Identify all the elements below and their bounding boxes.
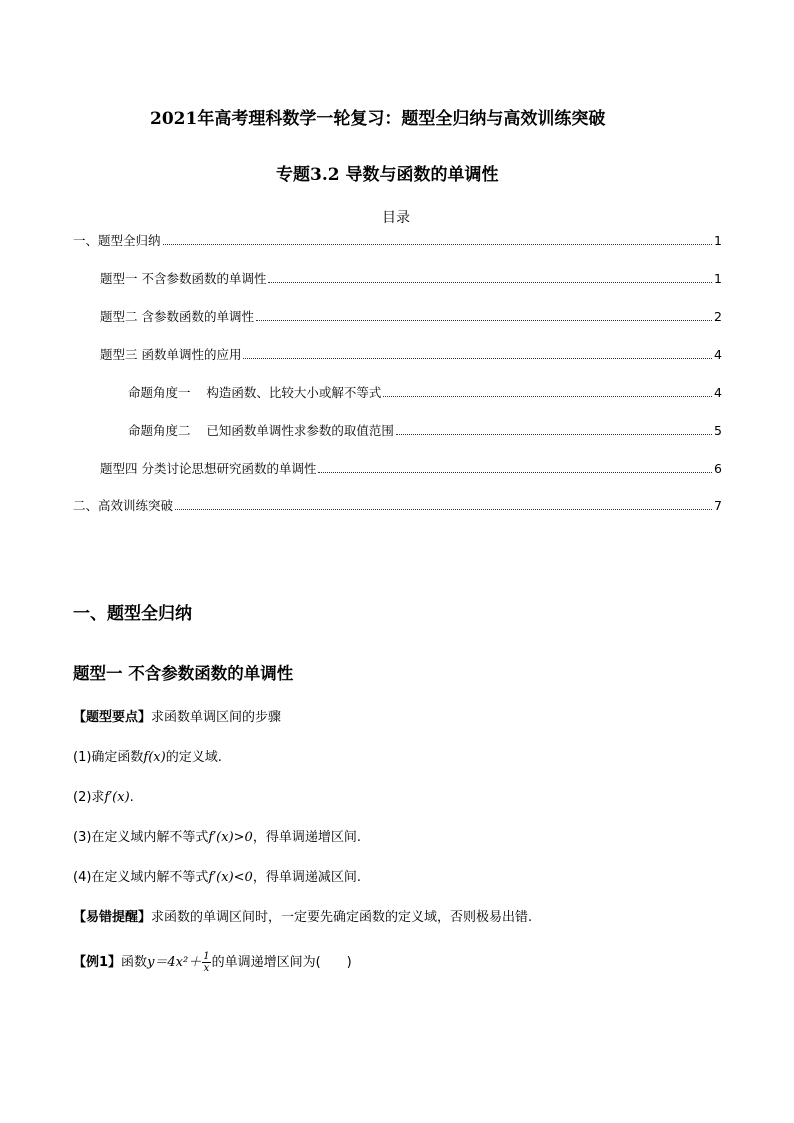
toc-item-label: 二、高效训练突破 xyxy=(73,498,174,513)
math-expression: f(x) xyxy=(143,750,166,765)
toc-leader-dots xyxy=(163,244,713,245)
step-text: (3)在定义域内解不等式 xyxy=(73,830,209,845)
toc-item-page: 6 xyxy=(714,461,722,476)
toc-item[interactable] xyxy=(100,269,722,285)
step-3 xyxy=(73,826,361,845)
toc-item[interactable] xyxy=(100,307,722,323)
toc-item[interactable] xyxy=(73,496,722,512)
toc-item[interactable] xyxy=(128,383,722,399)
toc-heading: 目录 xyxy=(382,210,410,226)
document-title: 2021年高考理科数学一轮复习：题型全归纳与高效训练突破 xyxy=(150,109,606,129)
toc-item-page: 4 xyxy=(714,347,722,362)
toc-item-label: 题型二 含参数函数的单调性 xyxy=(100,309,254,324)
key-points-text: 求函数单调区间的步骤 xyxy=(151,710,282,725)
toc-item-page: 7 xyxy=(714,498,722,513)
step-4 xyxy=(73,866,361,885)
toc-item-page: 1 xyxy=(714,271,722,286)
toc-item[interactable] xyxy=(100,345,722,361)
toc-item[interactable] xyxy=(128,421,722,437)
warning-paragraph xyxy=(73,906,532,925)
document-subtitle: 专题3.2 导数与函数的单调性 xyxy=(276,165,499,185)
key-points-tag: 【题型要点】 xyxy=(73,710,152,725)
step-text: ，得单调递减区间. xyxy=(252,870,361,885)
toc-item-label: 题型四 分类讨论思想研究函数的单调性 xyxy=(100,461,317,476)
subsection-heading: 题型一 不含参数函数的单调性 xyxy=(73,664,294,683)
toc-leader-dots xyxy=(383,396,712,397)
toc-item-page: 2 xyxy=(714,309,722,324)
example-tag: 【例1】 xyxy=(73,955,122,970)
step-text: ，得单调递增区间. xyxy=(252,830,361,845)
toc-item-label: 题型一 不含参数函数的单调性 xyxy=(100,271,267,286)
example-text: 函数 xyxy=(121,955,148,970)
toc-item-label: 一、题型全归纳 xyxy=(73,233,161,248)
warning-text: 求函数的单调区间时，一定要先确定函数的定义域，否则极易出错. xyxy=(151,910,533,925)
example-text: 的单调递增区间为( ) xyxy=(211,955,352,970)
toc-item[interactable] xyxy=(73,231,722,247)
example-1 xyxy=(73,951,352,974)
toc-leader-dots xyxy=(318,472,712,473)
toc-leader-dots xyxy=(256,320,712,321)
step-text: (4)在定义域内解不等式 xyxy=(73,870,209,885)
key-points-paragraph xyxy=(73,706,281,725)
warning-tag: 【易错提醒】 xyxy=(73,910,152,925)
section-heading: 一、题型全归纳 xyxy=(73,604,192,624)
toc-leader-dots xyxy=(243,358,712,359)
toc-item-label: 命题角度一 构造函数、比较大小或解不等式 xyxy=(128,385,382,400)
toc-leader-dots xyxy=(396,434,712,435)
step-text: (2)求 xyxy=(73,790,105,805)
step-text: . xyxy=(129,790,134,805)
toc-item[interactable] xyxy=(100,459,722,475)
fraction-numerator: 1 xyxy=(203,951,210,962)
math-expression: f′(x)>0 xyxy=(208,830,253,845)
math-expression: f′(x) xyxy=(104,790,130,805)
fraction xyxy=(202,951,210,974)
toc-item-page: 4 xyxy=(714,385,722,400)
fraction-denominator: x xyxy=(203,963,210,974)
toc-item-page: 1 xyxy=(714,233,722,248)
step-text: 的定义域. xyxy=(165,750,222,765)
toc-item-label: 题型三 函数单调性的应用 xyxy=(100,347,242,362)
step-text: (1)确定函数 xyxy=(73,750,144,765)
toc-item-label: 命题角度二 已知函数单调性求参数的取值范围 xyxy=(128,423,394,438)
math-expression: y＝4x²＋ xyxy=(147,955,202,970)
step-2 xyxy=(73,786,134,805)
toc-item-page: 5 xyxy=(714,423,722,438)
toc-leader-dots xyxy=(268,282,712,283)
math-expression: f′(x)<0 xyxy=(208,870,253,885)
toc-leader-dots xyxy=(175,509,712,510)
step-1 xyxy=(73,746,222,765)
